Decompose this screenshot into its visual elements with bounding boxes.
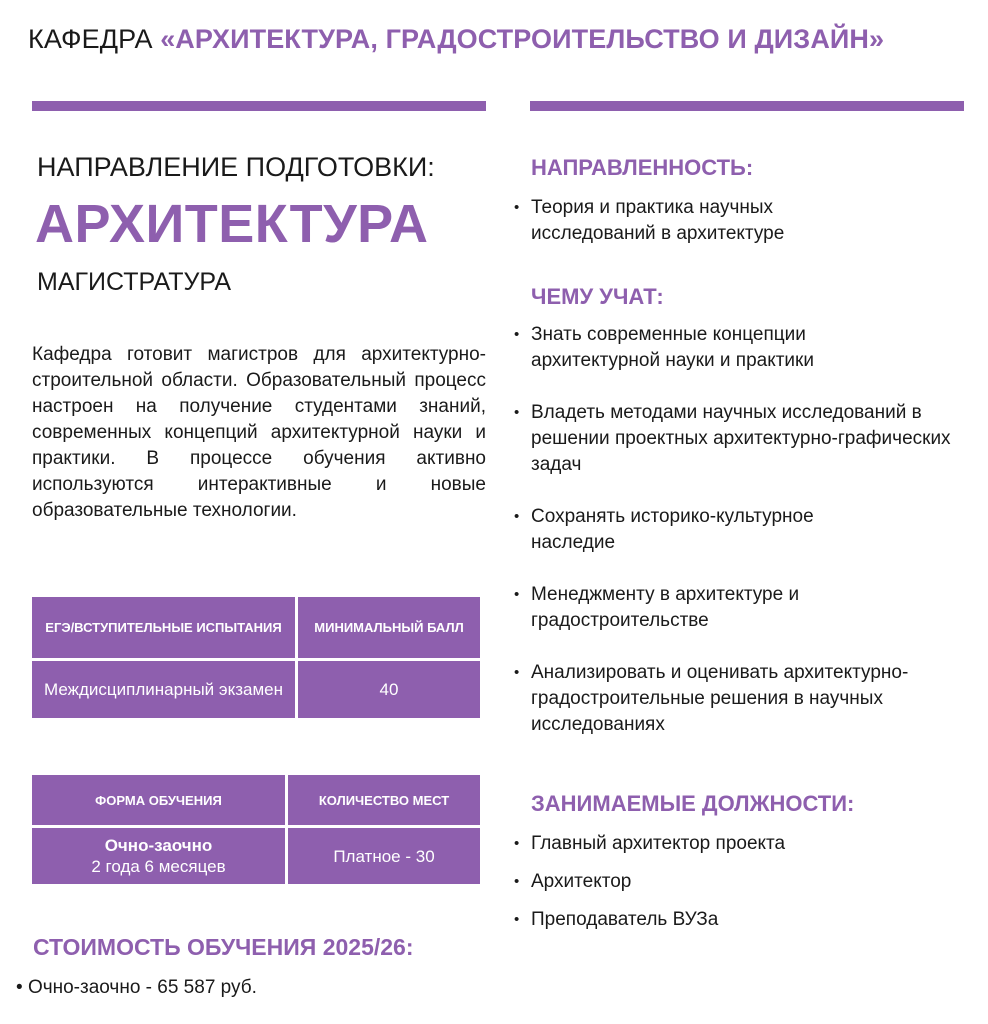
study-form: Очно-заочно (104, 836, 213, 855)
list-item: • Менеджменту в архитектуре и градостроительстве (514, 582, 831, 634)
list-item: • Анализировать и оценивать архитектурно-градостроительные решения в научных исследованиях (514, 660, 921, 738)
department-name: «АРХИТЕКТУРА, ГРАДОСТРОИТЕЛЬСТВО И ДИЗАЙН» (160, 24, 885, 54)
cost-item: • Очно-заочно - 65 587 руб. (16, 977, 257, 998)
cost-item-text: Очно-заочно - 65 587 руб. (27, 977, 257, 998)
focus-title: НАПРАВЛЕННОСТЬ: (531, 155, 754, 180)
program-description: Кафедра готовит магистров для архитектурно-строительной области. Образовательный процесс настроен на получение студентами знаний, современных концепций архитектурной науки и практики. В процессе обучения активно используются интерактивные и новые образовательные технологии. (32, 344, 486, 521)
list-item: • Владеть методами научных исследований в решении проектных архитектурно-графических задач (514, 400, 981, 478)
direction-label: НАПРАВЛЕНИЕ ПОДГОТОВКИ: (37, 152, 435, 182)
study-form-table (29, 772, 483, 887)
positions-title: ЗАНИМАЕМЫЕ ДОЛЖНОСТИ: (531, 791, 855, 816)
department-title (28, 24, 884, 55)
study-form-cell (32, 828, 285, 884)
list-item: • Архитектор (514, 869, 974, 895)
direction-name: АРХИТЕКТУРА (35, 194, 429, 254)
left-divider (32, 101, 486, 111)
study-header-form: ФОРМА ОБУЧЕНИЯ (32, 775, 285, 825)
list-item: • Сохранять историко-культурное наследие (514, 504, 881, 556)
study-duration: 2 года 6 месяцев (91, 857, 226, 876)
exam-min-score: 40 (298, 661, 480, 718)
table-row (32, 661, 480, 718)
department-label: КАФЕДРА (28, 24, 161, 54)
list-item: • Теория и практика научных исследований в архитектуре (514, 195, 844, 247)
right-divider (530, 101, 964, 111)
exam-name: Междисциплинарный экзамен (32, 661, 295, 718)
learn-title: ЧЕМУ УЧАТ: (531, 284, 664, 309)
focus-list (514, 195, 844, 247)
exams-header-score: МИНИМАЛЬНЫЙ БАЛЛ (298, 597, 480, 658)
cost-title: СТОИМОСТЬ ОБУЧЕНИЯ 2025/26: (33, 934, 414, 960)
list-item: • Знать современные концепции архитектурной науки и практики (514, 322, 881, 374)
study-places: Платное - 30 (288, 828, 480, 884)
list-item: • Преподаватель ВУЗа (514, 907, 974, 933)
exams-table (29, 594, 483, 721)
positions-list (514, 831, 974, 945)
exams-header-exam: ЕГЭ/ВСТУПИТЕЛЬНЫЕ ИСПЫТАНИЯ (32, 597, 295, 658)
table-row (32, 828, 480, 884)
list-item: • Главный архитектор проекта (514, 831, 974, 857)
learn-list (514, 322, 974, 764)
study-header-places: КОЛИЧЕСТВО МЕСТ (288, 775, 480, 825)
education-level: МАГИСТРАТУРА (37, 268, 232, 296)
